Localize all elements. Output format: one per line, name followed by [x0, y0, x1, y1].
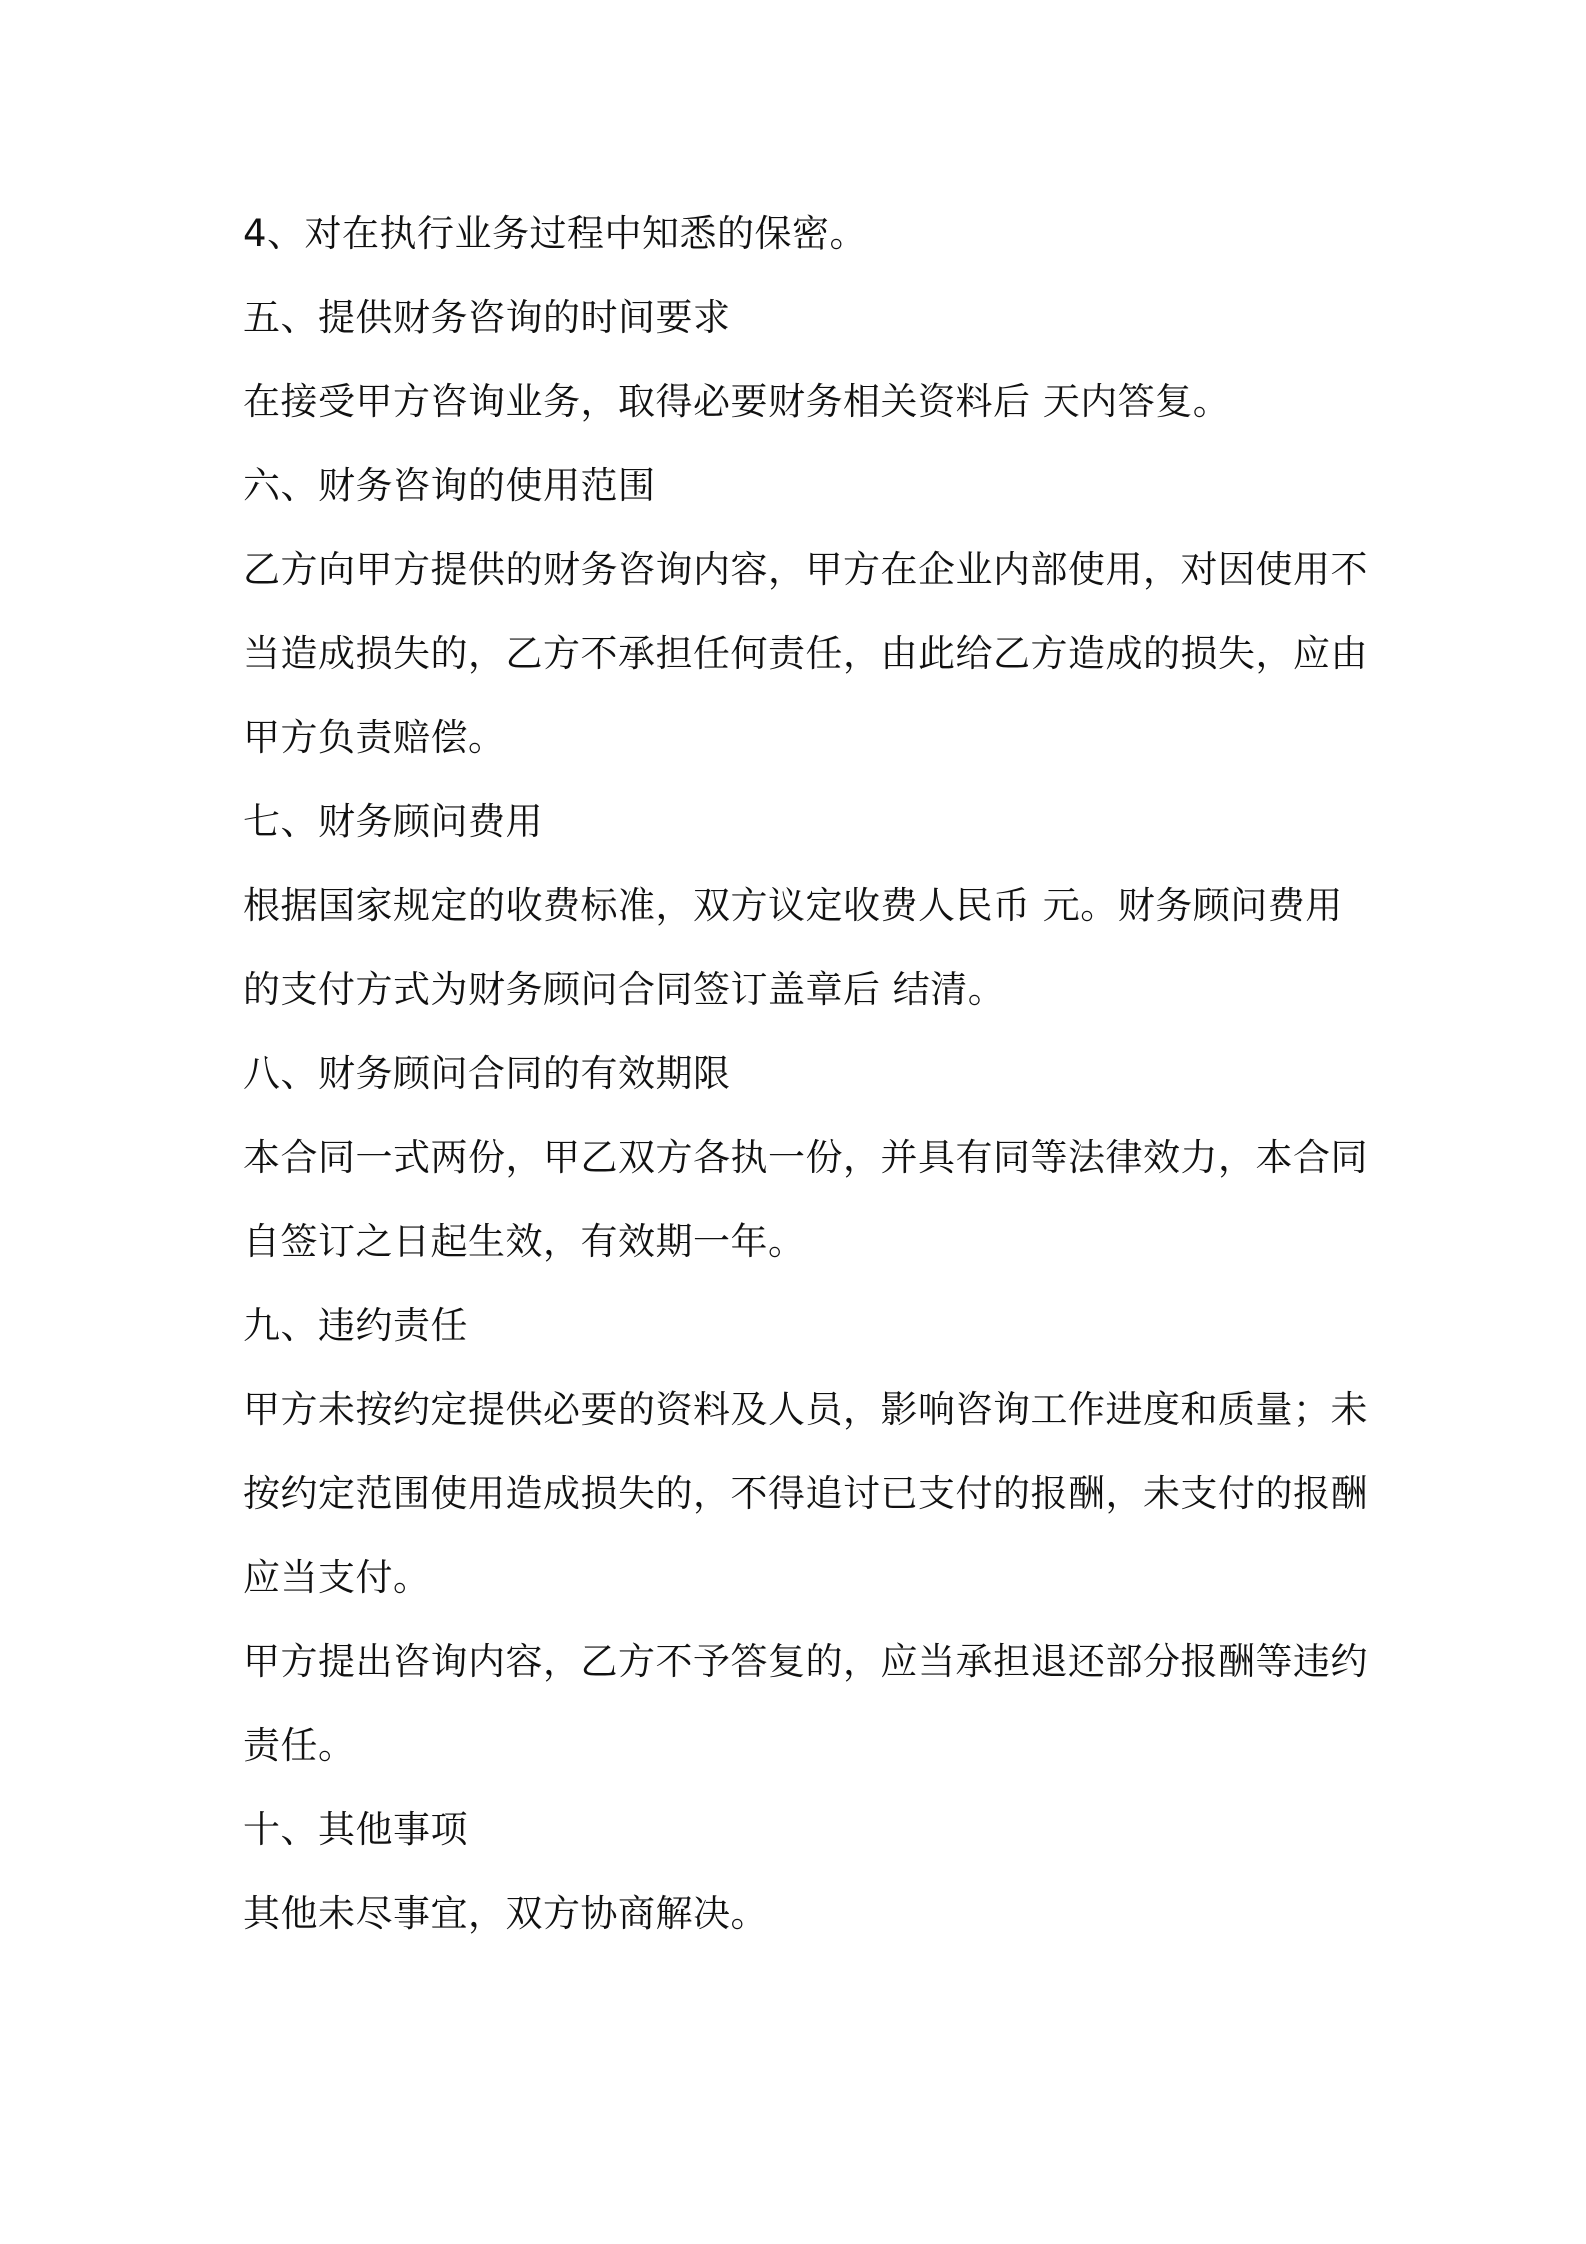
section-7-heading: 七、财务顾问费用: [243, 800, 543, 843]
section-5-heading: 五、提供财务咨询的时间要求: [243, 296, 731, 339]
section-8-heading: 八、财务顾问合同的有效期限: [243, 1052, 731, 1095]
section-7-text-line-2: 的支付方式为财务顾问合同签订盖章后 结清。: [243, 968, 1006, 1011]
section-6-text-line-2: 当造成损失的，乙方不承担任何责任，由此给乙方造成的损失，应由: [243, 632, 1368, 675]
section-9-text-line-5: 责任。: [243, 1724, 356, 1767]
section-7-text-line-1: 根据国家规定的收费标准，双方议定收费人民币 元。财务顾问费用: [243, 884, 1343, 927]
section-9-heading: 九、违约责任: [243, 1304, 468, 1347]
section-8-text-line-2: 自签订之日起生效，有效期一年。: [243, 1220, 806, 1263]
section-6-text-line-3: 甲方负责赔偿。: [243, 716, 506, 759]
section-5-text: 在接受甲方咨询业务，取得必要财务相关资料后 天内答复。: [243, 380, 1231, 423]
clause-4-confidentiality: 4、对在执行业务过程中知悉的保密。: [243, 212, 868, 255]
section-9-text-line-1: 甲方未按约定提供必要的资料及人员，影响咨询工作进度和质量；未: [243, 1388, 1368, 1431]
section-8-text-line-1: 本合同一式两份，甲乙双方各执一份，并具有同等法律效力，本合同: [243, 1136, 1368, 1179]
section-10-text: 其他未尽事宜，双方协商解决。: [243, 1892, 768, 1935]
section-9-text-line-4: 甲方提出咨询内容，乙方不予答复的，应当承担退还部分报酬等违约: [243, 1640, 1368, 1683]
section-9-text-line-2: 按约定范围使用造成损失的，不得追讨已支付的报酬，未支付的报酬: [243, 1472, 1368, 1515]
section-6-heading: 六、财务咨询的使用范围: [243, 464, 656, 507]
section-9-text-line-3: 应当支付。: [243, 1556, 431, 1599]
document-body: [243, 192, 1368, 1956]
section-6-text-line-1: 乙方向甲方提供的财务咨询内容，甲方在企业内部使用，对因使用不: [243, 548, 1368, 591]
section-10-heading: 十、其他事项: [243, 1808, 468, 1851]
